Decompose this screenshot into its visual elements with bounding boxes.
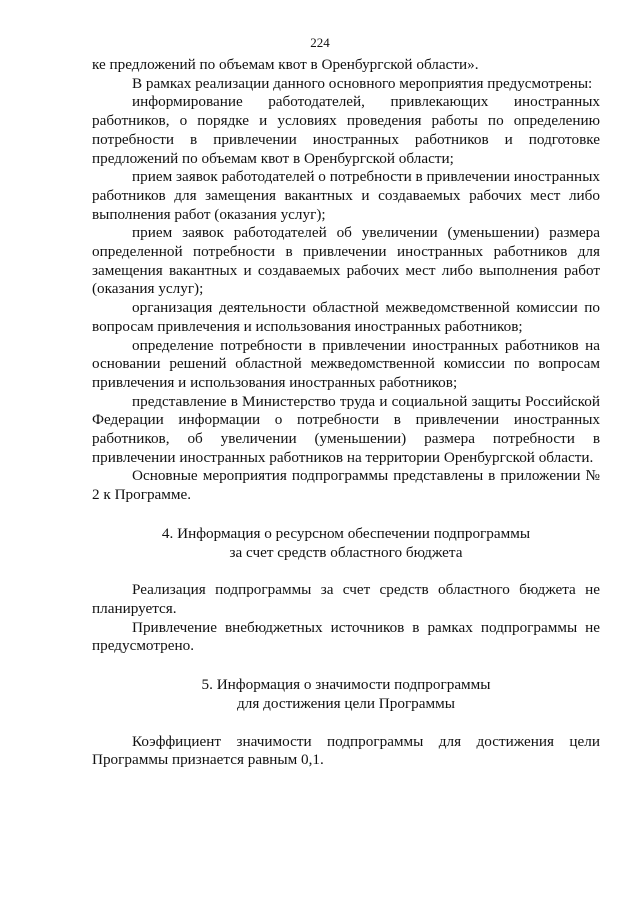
paragraph-continuation: ке предложений по объемам квот в Оренбургской области». [92,56,479,73]
paragraph-intro: В рамках реализации данного основного мероприятия предусмотрены: [132,74,593,92]
list-item-submission-to-ministry: представление в Министерство труда и социальной защиты Российской Федерации информации о потребности в привлечении иностранных работников, об увеличении (уменьшении) размера потребности в привлечении иностранных работников на территории Оренбургской области. [92,392,600,466]
list-item-determining-need: определение потребности в привлечении иностранных работников на основании решений областной межведомственной комиссии по вопросам привлечения и использования иностранных работников; [92,336,600,391]
list-item-accepting-change-applications: прием заявок работодателей об увеличении (уменьшении) размера определенной потребности в привлечении иностранных работников для замещения вакантных и создаваемых рабочих мест либо выполнения работ (оказания услуг); [92,224,600,298]
list-item-commission-organization: организация деятельности областной межведомственной комиссии по вопросам привлечения и использования иностранных работников; [92,299,600,335]
section-5-heading-line-1: 5. Информация о значимости подпрограммы [201,676,491,694]
spacer [92,562,600,581]
spacer [92,505,600,525]
section-4-paragraph-extrabudgetary: Привлечение внебюджетных источников в рамках подпрограммы не предусмотрено. [92,618,600,655]
section-4-heading-line-1: 4. Информация о ресурсном обеспечении подпрограммы [161,524,531,542]
section-5-heading [92,676,600,713]
section-5-paragraph-coefficient: Коэффициент значимости подпрограммы для достижения цели Программы признается равным 0,1. [92,732,600,769]
spacer [92,714,600,733]
section-4-heading-line-2: за счет средств областного бюджета [229,543,463,561]
paragraph-appendix-reference: Основные мероприятия подпрограммы представлены в приложении № 2 к Программе. [92,467,600,504]
section-4-paragraph-funding: Реализация подпрограммы за счет средств областного бюджета не планируется. [92,581,600,617]
page-content [92,56,600,770]
list-item-informing-employers: информирование работодателей, привлекающих иностранных работников, о порядке и условиях проведения работы по определению потребности в привлечении иностранных работников и подготовке предложений по объемам квот в Оренбургской области; [92,93,600,167]
section-4-heading [92,525,600,562]
spacer [92,656,600,676]
page-number: 224 [310,35,330,50]
list-item-accepting-applications: прием заявок работодателей о потребности в привлечении иностранных работников для замещения вакантных и создаваемых рабочих мест либо выполнения работ (оказания услуг); [92,168,600,223]
section-5-heading-line-2: для достижения цели Программы [237,694,455,712]
